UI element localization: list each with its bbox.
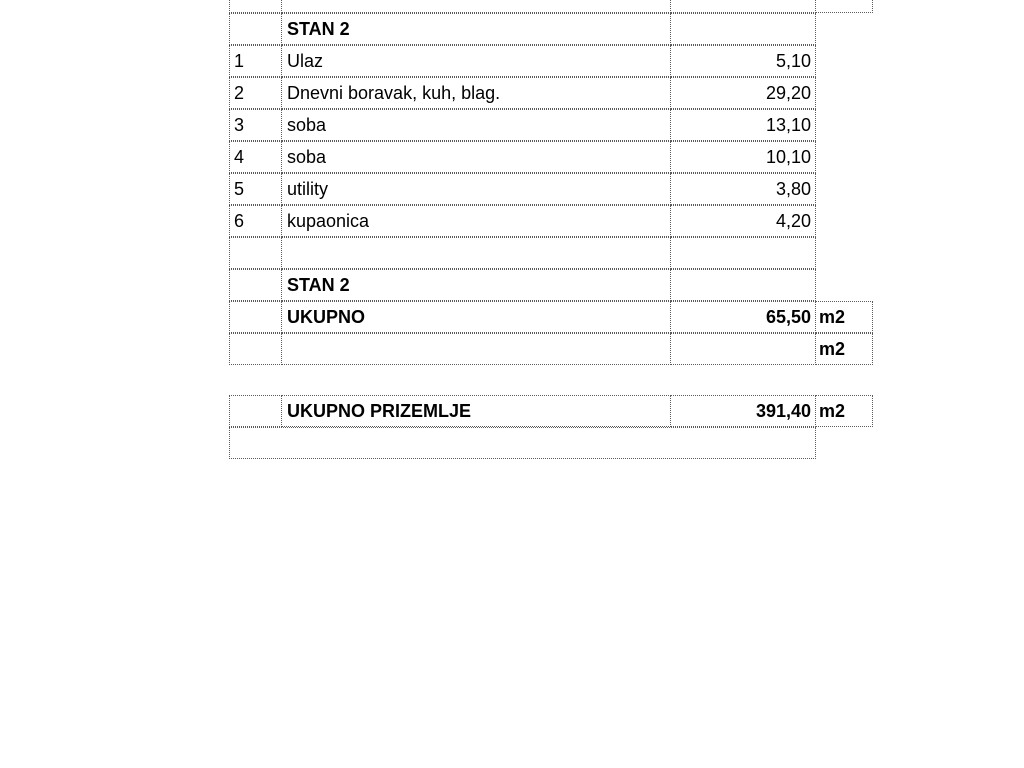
row-number: 3 — [229, 109, 282, 141]
section-title: STAN 2 — [281, 13, 671, 45]
room-name: Ulaz — [281, 45, 671, 77]
row-number: 1 — [229, 45, 282, 77]
row-number: 2 — [229, 77, 282, 109]
room-name: kupaonica — [281, 205, 671, 237]
ground-total-value: 391,40 — [670, 395, 816, 427]
room-name: Dnevni boravak, kuh, blag. — [281, 77, 671, 109]
room-name: utility — [281, 173, 671, 205]
total-label: UKUPNO — [281, 301, 671, 333]
room-area: 4,20 — [670, 205, 816, 237]
total-unit: m2 — [815, 301, 873, 333]
summary-title: STAN 2 — [281, 269, 671, 301]
extra-unit: m2 — [815, 333, 873, 365]
room-area: 13,10 — [670, 109, 816, 141]
room-name: soba — [281, 109, 671, 141]
ground-total-unit: m2 — [815, 395, 873, 427]
total-value: 65,50 — [670, 301, 816, 333]
room-area: 10,10 — [670, 141, 816, 173]
row-number: 4 — [229, 141, 282, 173]
ground-total-label: UKUPNO PRIZEMLJE — [281, 395, 671, 427]
room-area: 29,20 — [670, 77, 816, 109]
row-number: 6 — [229, 205, 282, 237]
room-area: 3,80 — [670, 173, 816, 205]
row-number: 5 — [229, 173, 282, 205]
room-area: 5,10 — [670, 45, 816, 77]
room-name: soba — [281, 141, 671, 173]
